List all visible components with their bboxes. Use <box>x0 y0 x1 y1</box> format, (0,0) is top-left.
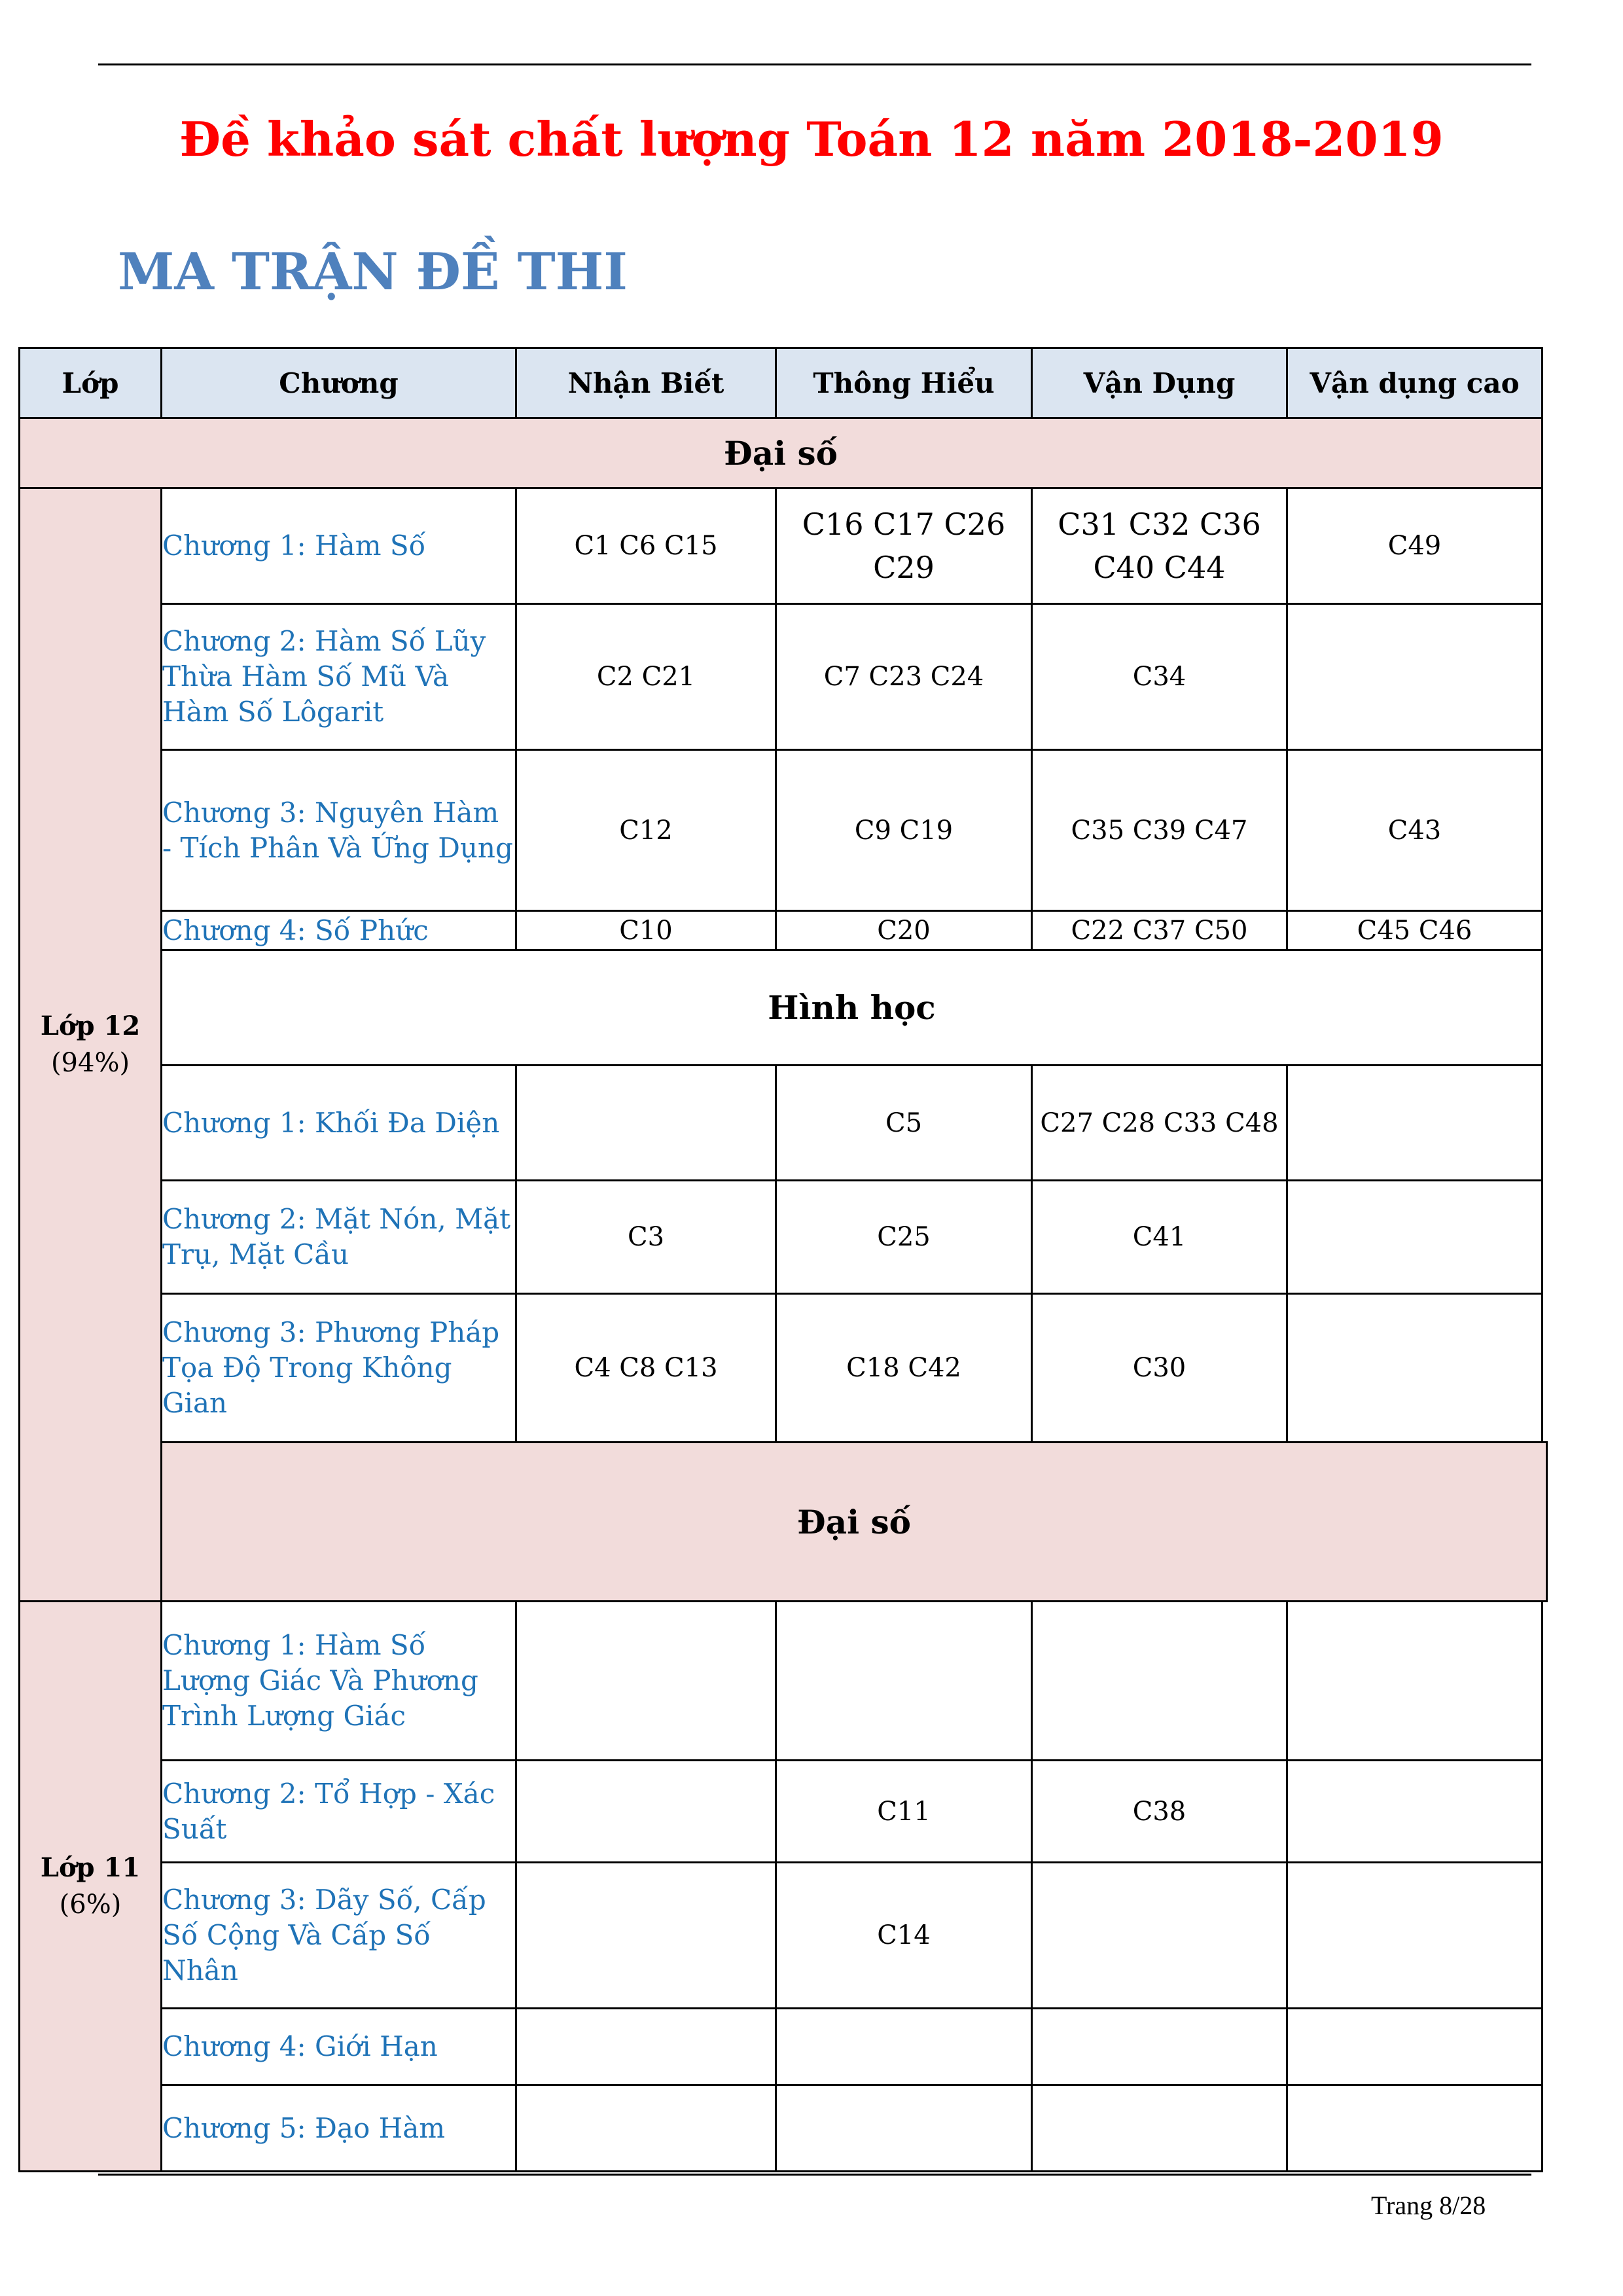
application-cell <box>1032 2085 1287 2172</box>
recognition-cell: C3 <box>516 1181 776 1294</box>
band-label: Hình học <box>162 950 1543 1066</box>
high-application-cell <box>1287 2085 1543 2172</box>
high-application-cell <box>1287 1602 1543 1761</box>
application-cell: C22 C37 C50 <box>1032 911 1287 950</box>
page-number: Trang 8/28 <box>1371 2191 1486 2220</box>
high-application-cell: C49 <box>1287 488 1543 604</box>
chapter-cell: Chương 2: Tổ Hợp - Xác Suất <box>162 1761 516 1863</box>
table-row <box>20 2009 1547 2085</box>
grade-name: Lớp 12 <box>40 1011 141 1041</box>
table-row <box>20 488 1547 604</box>
application-cell: C38 <box>1032 1761 1287 1863</box>
recognition-cell: C12 <box>516 750 776 911</box>
chapter-cell: Chương 1: Hàm Số Lượng Giác Và Phương Trình Lượng Giác <box>162 1602 516 1761</box>
comprehension-cell <box>776 1602 1032 1761</box>
top-rule <box>98 63 1531 65</box>
band-row <box>20 950 1547 1066</box>
high-application-cell <box>1287 1863 1543 2009</box>
band-label: Đại số <box>162 1443 1547 1602</box>
chapter-cell: Chương 3: Nguyên Hàm - Tích Phân Và Ứng Dụng <box>162 750 516 911</box>
comprehension-cell: C25 <box>776 1181 1032 1294</box>
application-cell <box>1032 1863 1287 2009</box>
chapter-cell: Chương 2: Mặt Nón, Mặt Trụ, Mặt Cầu <box>162 1181 516 1294</box>
header-chapter: Chương <box>162 348 516 418</box>
recognition-cell: C1 C6 C15 <box>516 488 776 604</box>
recognition-cell <box>516 1761 776 1863</box>
comprehension-cell <box>776 2085 1032 2172</box>
comprehension-cell: C18 C42 <box>776 1294 1032 1443</box>
recognition-cell: C10 <box>516 911 776 950</box>
comprehension-cell: C14 <box>776 1863 1032 2009</box>
high-application-cell <box>1287 1761 1543 1863</box>
grade-percent: (94%) <box>50 1048 130 1078</box>
application-cell: C27 C28 C33 C48 <box>1032 1066 1287 1181</box>
high-application-cell <box>1287 1066 1543 1181</box>
band-row <box>20 1443 1547 1602</box>
recognition-cell <box>516 2009 776 2085</box>
chapter-cell: Chương 1: Hàm Số <box>162 488 516 604</box>
comprehension-cell: C5 <box>776 1066 1032 1181</box>
header-application: Vận Dụng <box>1032 348 1287 418</box>
grade-percent: (6%) <box>59 1890 122 1920</box>
header-high-application: Vận dụng cao <box>1287 348 1543 418</box>
chapter-cell: Chương 3: Dãy Số, Cấp Số Cộng Và Cấp Số Nhân <box>162 1863 516 2009</box>
chapter-cell: Chương 4: Số Phức <box>162 911 516 950</box>
header-recognition: Nhận Biết <box>516 348 776 418</box>
table-row <box>20 1066 1547 1181</box>
application-cell: C30 <box>1032 1294 1287 1443</box>
high-application-cell: C45 C46 <box>1287 911 1543 950</box>
grade-cell <box>20 1602 162 2172</box>
application-cell <box>1032 1602 1287 1761</box>
high-application-cell <box>1287 604 1543 750</box>
application-cell: C34 <box>1032 604 1287 750</box>
comprehension-cell: C7 C23 C24 <box>776 604 1032 750</box>
table-header-row <box>20 348 1547 418</box>
chapter-cell: Chương 2: Hàm Số Lũy Thừa Hàm Số Mũ Và Hàm Số Lôgarit <box>162 604 516 750</box>
comprehension-cell: C20 <box>776 911 1032 950</box>
chapter-cell: Chương 4: Giới Hạn <box>162 2009 516 2085</box>
table-row <box>20 604 1547 750</box>
table-row <box>20 2085 1547 2172</box>
table-row <box>20 911 1547 950</box>
high-application-cell <box>1287 1181 1543 1294</box>
recognition-cell: C4 C8 C13 <box>516 1294 776 1443</box>
comprehension-cell: C9 C19 <box>776 750 1032 911</box>
band-row <box>20 418 1547 488</box>
grade-name: Lớp 11 <box>40 1852 141 1883</box>
header-grade: Lớp <box>20 348 162 418</box>
recognition-cell <box>516 1066 776 1181</box>
table-row <box>20 1294 1547 1443</box>
exam-matrix-table <box>18 347 1548 2172</box>
chapter-cell: Chương 5: Đạo Hàm <box>162 2085 516 2172</box>
comprehension-cell <box>776 2009 1032 2085</box>
table-row <box>20 1181 1547 1294</box>
comprehension-cell: C11 <box>776 1761 1032 1863</box>
application-cell: C31 C32 C36 C40 C44 <box>1032 488 1287 604</box>
high-application-cell <box>1287 1294 1543 1443</box>
document-title: Đề khảo sát chất lượng Toán 12 năm 2018-2019 <box>179 111 1444 167</box>
high-application-cell <box>1287 2009 1543 2085</box>
table-row <box>20 1863 1547 2009</box>
band-label: Đại số <box>20 418 1543 488</box>
application-cell: C35 C39 C47 <box>1032 750 1287 911</box>
header-comprehension: Thông Hiểu <box>776 348 1032 418</box>
chapter-cell: Chương 3: Phương Pháp Tọa Độ Trong Không Gian <box>162 1294 516 1443</box>
table-row <box>20 750 1547 911</box>
section-heading: MA TRẬN ĐỀ THI <box>118 242 628 302</box>
bottom-rule <box>98 2174 1531 2176</box>
chapter-cell: Chương 1: Khối Đa Diện <box>162 1066 516 1181</box>
table-row <box>20 1602 1547 1761</box>
grade-cell <box>20 488 162 1602</box>
recognition-cell <box>516 1863 776 2009</box>
recognition-cell: C2 C21 <box>516 604 776 750</box>
application-cell: C41 <box>1032 1181 1287 1294</box>
recognition-cell <box>516 2085 776 2172</box>
application-cell <box>1032 2009 1287 2085</box>
high-application-cell: C43 <box>1287 750 1543 911</box>
table-row <box>20 1761 1547 1863</box>
comprehension-cell: C16 C17 C26 C29 <box>776 488 1032 604</box>
recognition-cell <box>516 1602 776 1761</box>
